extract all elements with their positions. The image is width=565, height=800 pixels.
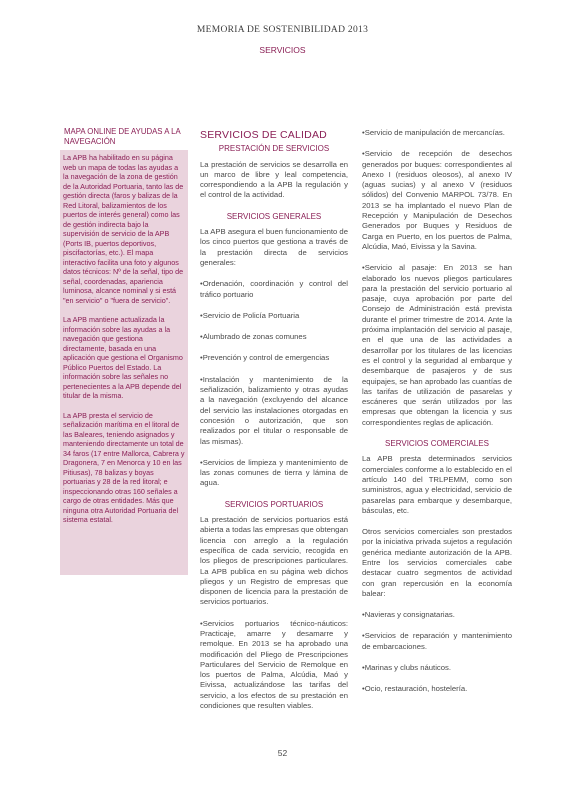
- main-column-right: [362, 128, 512, 706]
- paragraph: Otros servicios comerciales son prestados por la iniciativa privada sujetos a regulación genérica mediante autorización de la APB. Entre los servicios comerciales cabe destacar cuatro segmentos de actividad con gran repercusión en la economía balear:: [362, 527, 512, 598]
- bullet-item: •Prevención y control de emergencias: [200, 353, 330, 363]
- subheading: SERVICIOS GENERALES: [226, 211, 322, 221]
- bullet-item: •Ordenación, coordinación y control del tráfico portuario: [200, 279, 348, 299]
- bullet-item: •Servicios de reparación y mantenimiento de embarcaciones.: [362, 631, 512, 651]
- bullet-item: •Servicio de recepción de desechos generados por buques: correspondientes al Anexo I (residuos oleosos), al anexo IV (aguas sucias) y al anexo V (residuos sólidos) del Convenio MARPOL 73/78. En 2013 se ha implantado el nuevo Plan de Recepción y Manipulación de Desechos Generados por Buques y Residuos de Carga en Puerto, en los puertos de Palma, Alcúdia, Maó, Eivissa y la Savina.: [362, 149, 512, 251]
- document-title: MEMORIA DE SOSTENIBILIDAD 2013: [196, 25, 369, 35]
- paragraph: La prestación de servicios portuarios está abierta a todas las empresas que obtengan licencia con arreglo a la regulación específica de cada servicio, recogida en los pliegos de prescripciones particulares. La APB publica en su página web dichos pliegos y un Registro de empresas que disponen de licencia para la prestación de servicios portuarios.: [200, 515, 348, 607]
- bullet-item: •Ocio, restauración, hostelería.: [362, 684, 468, 694]
- section-title: SERVICIOS DE CALIDAD: [200, 129, 327, 141]
- paragraph: La prestación de servicios se desarrolla en un marco de libre y leal competencia, correspondiendo a la APB la regulación y el control de la actividad.: [200, 159, 348, 200]
- sidebar-paragraph: La APB mantiene actualizada la información sobre las ayudas a la navegación que gestiona directamente, basada en una aplicación que gestiona el Organismo Público Puertos del Estado. La información sobre las señales no pertenecientes a la APB depende del titular de la misma.: [63, 315, 183, 400]
- section-label: SERVICIOS: [259, 45, 306, 55]
- bullet-item: •Alumbrado de zonas comunes: [200, 332, 307, 342]
- bullet-item: •Instalación y mantenimiento de la señalización, balizamiento y otras ayudas a la navegación (excluyendo del alcance del servicio las instalaciones otorgadas en concesión o autorización, que son realizados por el titular o responsable de las mismas).: [200, 374, 348, 446]
- sidebar-box: [60, 125, 188, 575]
- sidebar-paragraph: La APB ha habilitado en su página web un mapa de todas las ayudas a la navegación de la zona de gestión de la Autoridad Portuaria, tanto las de gestión directa (faros y balizas de la Red Litoral, balizamientos de los puertos de interés general) como las de gestión indirecta bajo la supervisión de servicio de la APB (Ports IB, puertos deportivos, piscifactorías, etc.). El mapa interactivo facilita una foto y algunos datos técnicos: Nº de la señal, tipo de señal, coordenadas, apariencia luminosa, alcance nominal y si está "en servicio" o "fuera de servicio".: [63, 153, 184, 305]
- page-number: 52: [277, 748, 288, 758]
- bullet-item: •Servicios portuarios técnico-náuticos: Practicaje, amarre y desamarre y remolque. En 2013 se ha aprobado una modificación del Pliego de Prescripciones Particulares del Servicio de Remolque en los puertos de Palma, Alcúdia, Maó y Eivissa, actualizándose las tarifas del servicio, a los efectos de su prestación en condiciones que resulten viables.: [200, 618, 348, 711]
- bullet-item: •Marinas y clubs náuticos.: [362, 663, 451, 673]
- bullet-item: •Servicio de Policía Portuaria: [200, 310, 300, 320]
- bullet-item: •Servicios de limpieza y mantenimiento de las zonas comunes de tierra y lámina de agua.: [200, 457, 348, 488]
- sidebar-heading: MAPA ONLINE DE AYUDAS A LA NAVEGACIÓN: [60, 125, 188, 150]
- paragraph: La APB presta determinados servicios comerciales conforme a lo establecido en el artículo 140 del TRLPEMM, como son suministros, agua y electricidad, servicio de pasarelas para embarque y desembarque, básculas, etc.: [362, 454, 512, 515]
- paragraph: La APB asegura el buen funcionamiento de los cinco puertos que gestiona a través de la prestación directa de servicios generales:: [200, 227, 348, 267]
- sidebar-paragraph: La APB presta el servicio de señalización marítima en el litoral de las Baleares, teniendo asignados y manteniendo directamente un total de 34 faros (17 entre Mallorca, Cabrera y Dragonera, 7 en Menorca y 10 en las Pitiusas), 78 balizas y boyas portuarias y 28 de la red litoral; e inspeccionando otras 160 señales a cargo de otras entidades. Más que ninguna otra Autoridad Portuaria del sistema estatal.: [63, 410, 185, 524]
- subheading: SERVICIOS COMERCIALES: [385, 439, 489, 449]
- bullet-item: •Servicio al pasaje: En 2013 se han elaborado los nuevos pliegos particulares para la prestación del servicio portuario al pasaje, cuya aprobación por parte del Consejo de Administración está prevista durante el primer trimestre de 2014. Ante la próxima implantación del servicio al pasaje, en el que una de las actividades a desarrollar por los titulares de las licencias es el control y la seguridad al embarque y desembarque de pasajeros y de sus equipajes, se han aprobado las cuantías de las tarifas de utilización de pasarelas y escáneres que serán utilizados por las empresas que obtengan la licencia y sus correspondientes reglas de aplicación.: [362, 263, 512, 427]
- main-column-left: [200, 128, 348, 722]
- subheading: SERVICIOS PORTUARIOS: [224, 499, 324, 509]
- bullet-item: •Navieras y consignatarias.: [362, 610, 455, 620]
- subheading: PRESTACIÓN DE SERVICIOS: [218, 144, 330, 154]
- bullet-item: •Servicio de manipulación de mercancías.: [362, 128, 505, 137]
